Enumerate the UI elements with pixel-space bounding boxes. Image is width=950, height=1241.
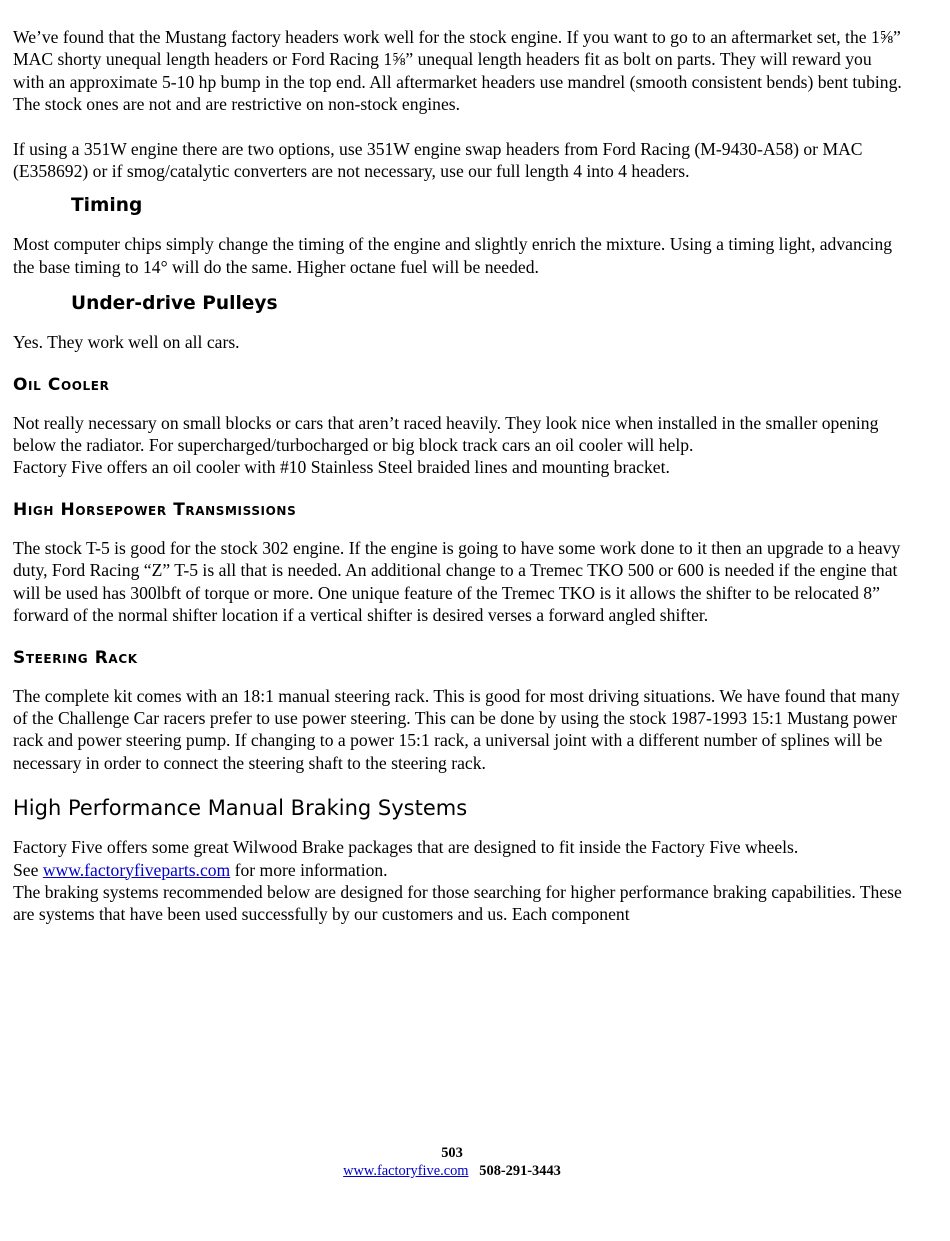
- headers-paragraph: We’ve found that the Mustang factory headers work well for the stock engine. If you want to go to an aftermarket set, the 1⅝” MAC shorty unequal length headers or Ford Racing 1⅝” unequal length headers fit as bolt on parts. They will reward you with an approximate 5-10 hp bump in the top end. All aftermarket headers use mandrel (smooth consistent bends) bent tubing. The stock ones are not and are restrictive on non-stock engines.: [13, 27, 902, 115]
- transmissions-paragraph: The stock T-5 is good for the stock 302 engine. If the engine is going to have some work done to it then an upgrade to a heavy duty, Ford Racing “Z” T-5 is all that is needed. An additional change to a Tremec TKO 500 or 600 is needed if the engine that will be used has 300lbft of torque or more. One unique feature of the Tremec TKO is it allows the shifter to be relocated 8” forward of the normal shifter location if a vertical shifter is desired verses a forward angled shifter.: [13, 537, 901, 626]
- timing-heading: Timing: [71, 195, 143, 217]
- braking-paragraph: Factory Five offers some great Wilwood Brake packages that are designed to fit inside the Factory Five wheels.: [13, 837, 799, 858]
- timing-paragraph: Most computer chips simply change the timing of the engine and slightly enrich the mixture. Using a timing light, advancing the base timing to 14° will do the same. Higher octane fuel will be needed.: [13, 234, 893, 277]
- pulleys-paragraph: Yes. They work well on all cars.: [13, 332, 240, 353]
- oil-cooler-paragraph: Not really necessary on small blocks or cars that aren’t raced heavily. They look nice when installed in the smaller opening below the radiator. For supercharged/turbocharged or big block track cars an oil cooler will help.: [13, 412, 879, 456]
- page-number: 503: [441, 1145, 463, 1161]
- footer-website-link[interactable]: www.factoryfive.com: [343, 1163, 469, 1179]
- footer-contact-row: [0, 1163, 904, 1180]
- 351w-headers-paragraph: If using a 351W engine there are two options, use 351W engine swap headers from Ford Racing (M-9430-A58) or MAC (E358692) or if smog/catalytic converters are not necessary, use our full length 4 into 4 headers.: [13, 138, 863, 182]
- factoryfiveparts-link[interactable]: www.factoryfiveparts.com: [42, 859, 231, 880]
- braking-link-suffix: for more information.: [230, 859, 388, 880]
- braking-heading: High Performance Manual Braking Systems: [13, 796, 468, 821]
- braking-link-prefix: See: [13, 859, 43, 880]
- transmissions-heading: High Horsepower Transmissions: [13, 499, 297, 520]
- oil-cooler-heading: Oil Cooler: [13, 374, 110, 395]
- document-page: [13, 26, 903, 926]
- braking-systems-paragraph: The braking systems recommended below are designed for those searching for higher performance braking capabilities. These are systems that have been used successfully by our customers and us. Each component: [13, 881, 902, 925]
- pulleys-heading: Under-drive Pulleys: [71, 293, 278, 315]
- oil-cooler-offer-paragraph: Factory Five offers an oil cooler with #10 Stainless Steel braided lines and mounting bracket.: [13, 457, 670, 478]
- footer-page-number-row: [0, 1145, 904, 1162]
- braking-link-paragraph: [13, 859, 903, 881]
- steering-paragraph: The complete kit comes with an 18:1 manual steering rack. This is good for most driving situations. We have found that many of the Challenge Car racers prefer to use power steering. This can be done by using the stock 1987-1993 15:1 Mustang power rack and power steering pump. If changing to a power 15:1 rack, a universal joint with a different number of splines will be necessary in order to connect the steering shaft to the steering rack.: [13, 685, 900, 773]
- footer-phone: 508-291-3443: [479, 1163, 561, 1179]
- steering-heading: Steering Rack: [13, 647, 138, 668]
